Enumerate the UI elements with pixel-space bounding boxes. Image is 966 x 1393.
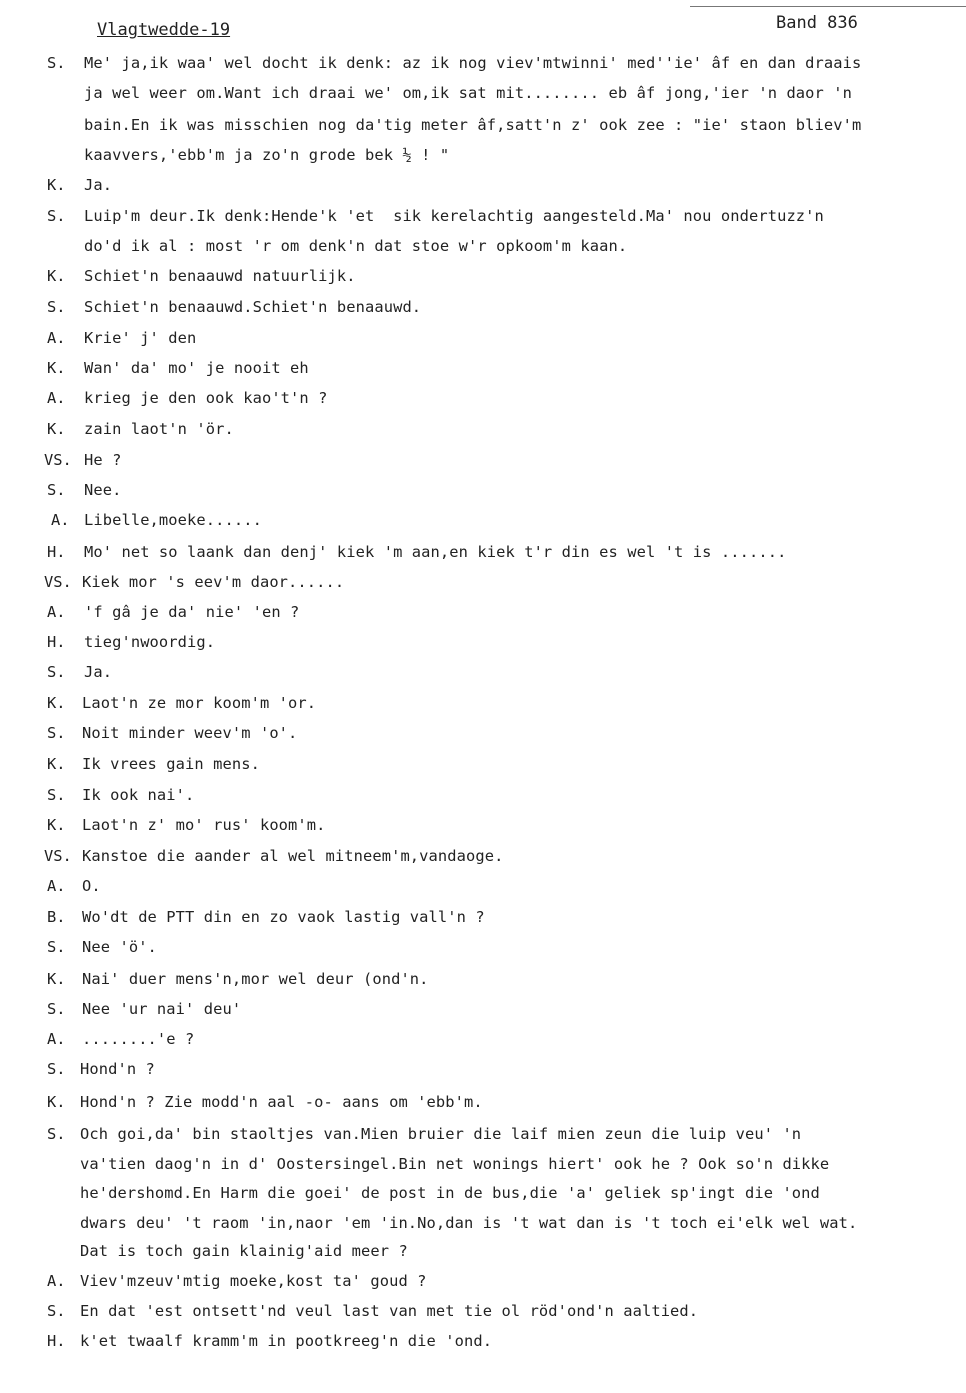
transcript-line: Luip'm deur.Ik denk:Hende'k 'et sik kerelachtig aangesteld.Ma' nou ondertuzz'n bbox=[84, 207, 824, 225]
speaker-label: A. bbox=[47, 1030, 66, 1048]
transcript-line: Mo' net so laank dan denj' kiek 'm aan,en kiek t'r din es wel 't is ....... bbox=[84, 543, 787, 561]
transcript-line: Me' ja,ik waa' wel docht ik denk: az ik nog viev'mtwinni' med''ie' âf en dan draais bbox=[84, 54, 862, 72]
transcript-line: 'f gâ je da' nie' 'en ? bbox=[84, 603, 300, 621]
transcript-line: Schiet'n benaauwd natuurlijk. bbox=[84, 267, 356, 285]
speaker-label: S. bbox=[47, 481, 66, 499]
tape-number: Band 836 bbox=[776, 13, 858, 33]
speaker-label: H. bbox=[47, 543, 66, 561]
transcript-line: Wo'dt de PTT din en zo vaok lastig vall'n ? bbox=[82, 908, 485, 926]
transcript-line: k'et twaalf kramm'm in pootkreeg'n die 'ond. bbox=[80, 1332, 493, 1350]
transcript-line: Ja. bbox=[84, 176, 113, 194]
transcript-line: Hond'n ? bbox=[80, 1060, 155, 1078]
transcript-line: zain laot'n 'ör. bbox=[84, 420, 234, 438]
speaker-label: VS. bbox=[44, 451, 72, 469]
speaker-label: VS. bbox=[44, 847, 72, 865]
speaker-label: K. bbox=[47, 359, 66, 377]
speaker-label: S. bbox=[47, 298, 66, 316]
transcript-line: Hond'n ? Zie modd'n aal -o- aans om 'ebb'm. bbox=[80, 1093, 483, 1111]
transcript-line: va'tien daog'n in d' Oostersingel.Bin net wonings hiert' ook he ? Ook so'n dikke bbox=[80, 1155, 830, 1173]
speaker-label: K. bbox=[47, 267, 66, 285]
speaker-label: A. bbox=[47, 389, 66, 407]
top-rule bbox=[690, 6, 966, 7]
speaker-label: K. bbox=[47, 755, 66, 773]
speaker-label: S. bbox=[47, 938, 66, 956]
transcript-line: O. bbox=[82, 877, 101, 895]
speaker-label: A. bbox=[47, 329, 66, 347]
transcript-line: Ik ook nai'. bbox=[82, 786, 195, 804]
transcript-line: Nee 'ö'. bbox=[82, 938, 157, 956]
transcript-line: Nee. bbox=[84, 481, 122, 499]
transcript-line: Ik vrees gain mens. bbox=[82, 755, 260, 773]
speaker-label: S. bbox=[47, 54, 66, 72]
transcript-line: En dat 'est ontsett'nd veul last van met tie ol röd'ond'n aaltied. bbox=[80, 1302, 699, 1320]
transcript-line: dwars deu' 't raom 'in,naor 'em 'in.No,dan is 't wat dan is 't toch ei'elk wel wat. bbox=[80, 1214, 858, 1232]
transcript-line: Och goi,da' bin staoltjes van.Mien bruier die laif mien zeun die luip veu' 'n bbox=[80, 1125, 802, 1143]
transcript-line: Laot'n ze mor koom'm 'or. bbox=[82, 694, 317, 712]
transcript-line: he'dershomd.En Harm die goei' de post in de bus,die 'a' geliek sp'ingt die 'ond bbox=[80, 1184, 820, 1202]
speaker-label: H. bbox=[47, 633, 66, 651]
speaker-label: K. bbox=[47, 816, 66, 834]
transcript-line: bain.En ik was misschien nog da'tig meter âf,satt'n z' ook zee : "ie' staon bliev'm bbox=[84, 116, 862, 134]
speaker-label: K. bbox=[47, 694, 66, 712]
speaker-label: S. bbox=[47, 1125, 66, 1143]
transcript-line: Viev'mzeuv'mtig moeke,kost ta' goud ? bbox=[80, 1272, 427, 1290]
transcript-line: Libelle,moeke...... bbox=[84, 511, 262, 529]
speaker-label: K. bbox=[47, 420, 66, 438]
speaker-label: K. bbox=[47, 176, 66, 194]
speaker-label: K. bbox=[47, 970, 66, 988]
transcript-line: Ja. bbox=[84, 663, 113, 681]
speaker-label: VS. bbox=[44, 573, 72, 591]
speaker-label: B. bbox=[47, 908, 66, 926]
transcript-line: Nee 'ur nai' deu' bbox=[82, 1000, 242, 1018]
speaker-label: S. bbox=[47, 1302, 66, 1320]
transcript-line: ........'e ? bbox=[82, 1030, 195, 1048]
transcript-line: Kanstoe die aander al wel mitneem'm,vandaoge. bbox=[82, 847, 504, 865]
speaker-label: A. bbox=[47, 1272, 66, 1290]
transcript-line: ja wel weer om.Want ich draai we' om,ik sat mit........ eb âf jong,'ier 'n daor 'n bbox=[84, 84, 853, 102]
transcript-line: He ? bbox=[84, 451, 122, 469]
speaker-label: H. bbox=[47, 1332, 66, 1350]
transcript-line: Kiek mor 's eev'm daor...... bbox=[82, 573, 345, 591]
speaker-label: A. bbox=[51, 511, 70, 529]
transcript-line: Noit minder weev'm 'o'. bbox=[82, 724, 298, 742]
speaker-label: A. bbox=[47, 877, 66, 895]
speaker-label: S. bbox=[47, 724, 66, 742]
speaker-label: S. bbox=[47, 1060, 66, 1078]
speaker-label: A. bbox=[47, 603, 66, 621]
transcript-line: tieg'nwoordig. bbox=[84, 633, 216, 651]
speaker-label: S. bbox=[47, 663, 66, 681]
transcript-line: Dat is toch gain klainig'aid meer ? bbox=[80, 1242, 408, 1260]
transcript-line: Nai' duer mens'n,mor wel deur (ond'n. bbox=[82, 970, 429, 988]
transcript-line: Laot'n z' mo' rus' koom'm. bbox=[82, 816, 326, 834]
document-location: Vlagtwedde-19 bbox=[97, 20, 231, 40]
speaker-label: S. bbox=[47, 207, 66, 225]
transcript-line: do'd ik al : most 'r om denk'n dat stoe w'r opkoom'm kaan. bbox=[84, 237, 628, 255]
speaker-label: S. bbox=[47, 786, 66, 804]
transcript-line: Wan' da' mo' je nooit eh bbox=[84, 359, 309, 377]
transcript-line: krieg je den ook kao't'n ? bbox=[84, 389, 328, 407]
transcript-line: kaavvers,'ebb'm ja zo'n grode bek ½ ! " bbox=[84, 146, 450, 164]
transcript-line: Krie' j' den bbox=[84, 329, 197, 347]
speaker-label: S. bbox=[47, 1000, 66, 1018]
speaker-label: K. bbox=[47, 1093, 66, 1111]
transcript-line: Schiet'n benaauwd.Schiet'n benaauwd. bbox=[84, 298, 422, 316]
